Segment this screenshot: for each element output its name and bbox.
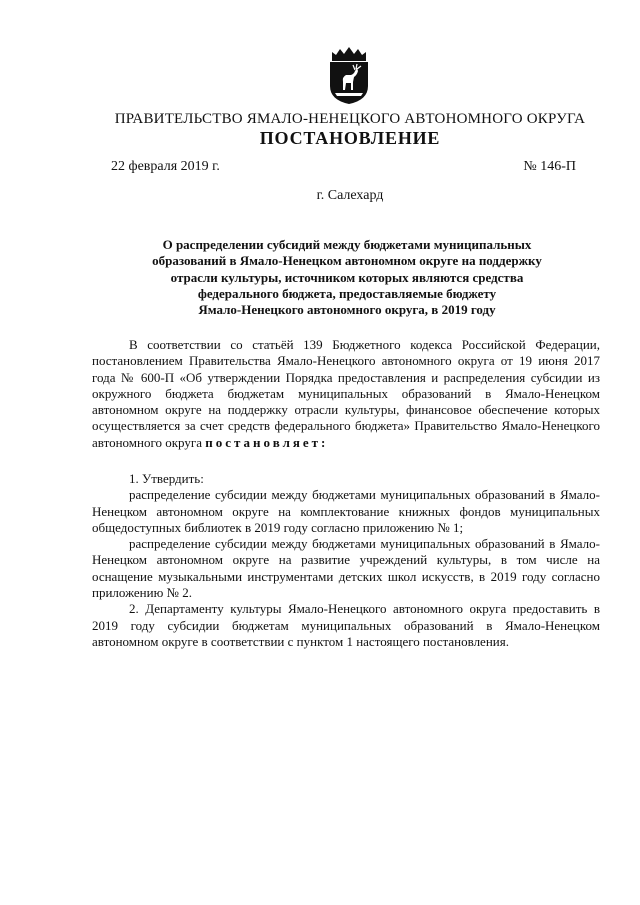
resolves-word: постановляет: <box>205 434 329 450</box>
subject-line: Ямало-Ненецкого автономного округа, в 2019 году <box>198 302 496 318</box>
preamble <box>92 337 600 451</box>
document-subject <box>118 237 576 318</box>
document-city: г. Салехард <box>316 188 384 203</box>
preamble-text: В соответствии со статьёй 139 Бюджетного кодекса Российской Федерации, постановлением Правительства Ямало-Ненецкого автономного округа от 19 июня 2017 года № 600-П «Об утверждении Порядка предоставления и распределения субсидии из окружного бюджета бюджетам муниципальных образований в Ямало-Ненецком автономном округе на поддержку отрасли культуры, финансовое обеспечение которых осуществляется за счет средств федерального бюджета» Правительство Ямало-Ненецкого автономного округа <box>92 337 600 450</box>
document-type: ПОСТАНОВЛЕНИЕ <box>259 128 441 148</box>
subject-line: О распределении субсидий между бюджетами муниципальных <box>162 237 532 252</box>
government-name: ПРАВИТЕЛЬСТВО ЯМАЛО-НЕНЕЦКОГО АВТОНОМНОГО ОКРУГА <box>114 111 586 127</box>
resolution-clauses <box>92 471 600 650</box>
document-number: № 146-П <box>523 159 576 174</box>
clause-paragraph: 2. Департаменту культуры Ямало-Ненецкого автономного округа предоставить в 2019 году субсидии бюджетам муниципальных образований в Ямало-Ненецком автономном округе в соответствии с пунктом 1 настоящего постановления. <box>92 601 600 649</box>
subject-line: образований в Ямало-Ненецком автономном округе на поддержку <box>152 253 542 269</box>
document-date: 22 февраля 2019 г. <box>111 159 220 174</box>
clause-paragraph: распределение субсидии между бюджетами муниципальных образований в Ямало-Ненецком автономном округе на развитие учреждений культуры, в том числе на оснащение музыкальными инструментами детских школ искусств, в 2019 году согласно приложению № 2. <box>92 536 600 601</box>
preamble-paragraph <box>92 337 600 451</box>
subject-line: отрасли культуры, источником которых являются средства <box>170 269 524 285</box>
yamal-coat-of-arms-icon <box>326 46 372 106</box>
clause-paragraph: распределение субсидии между бюджетами муниципальных образований в Ямало-Ненецком автономном округе на комплектование книжных фондов муниципальных общедоступных библиотек в 2019 году согласно приложению № 1; <box>92 487 600 535</box>
clause-paragraph: 1. Утвердить: <box>129 471 204 486</box>
subject-line: федерального бюджета, предоставляемые бюджету <box>197 285 497 301</box>
